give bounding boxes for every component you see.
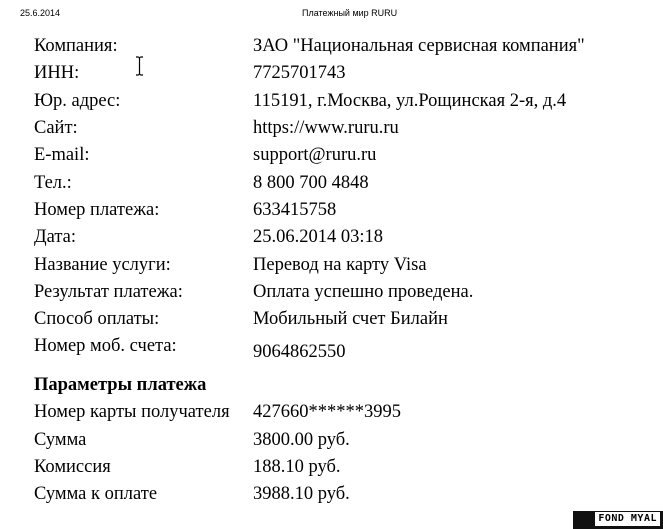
- header-title: Платежный мир RURU: [302, 8, 398, 18]
- text-cursor-icon: [135, 56, 144, 76]
- row-value: 115191, г.Москва, ул.Рощинская 2-я, д.4: [253, 91, 567, 111]
- row-value: ЗАО "Национальная сервисная компания": [253, 36, 585, 56]
- row-label: Юр. адрес:: [34, 91, 121, 111]
- row-value: https://www.ruru.ru: [253, 118, 399, 138]
- row-value: 25.06.2014 03:18: [253, 227, 384, 247]
- row-label: Результат платежа:: [34, 282, 183, 302]
- section-heading-payment-params: Параметры платежа: [34, 375, 207, 395]
- row-label: Сайт:: [34, 118, 78, 138]
- row-value: 3800.00 руб.: [253, 430, 350, 450]
- row-value: 427660******3995: [253, 402, 401, 422]
- header-date: 25.6.2014: [20, 8, 61, 18]
- row-value: 9064862550: [253, 342, 346, 362]
- row-label: Сумма к оплате: [34, 484, 158, 504]
- row-value: support@ruru.ru: [253, 145, 377, 165]
- row-label: Название услуги:: [34, 255, 171, 275]
- row-label: Номер моб. счета:: [34, 336, 177, 356]
- row-label: Компания:: [34, 36, 118, 56]
- row-label: Номер платежа:: [34, 200, 160, 220]
- row-value: Перевод на карту Visa: [253, 255, 427, 275]
- row-label: Способ оплаты:: [34, 309, 160, 329]
- row-label: Дата:: [34, 227, 77, 247]
- row-value: 7725701743: [253, 63, 346, 83]
- row-label: Сумма: [34, 430, 87, 450]
- row-value: 188.10 руб.: [253, 457, 341, 477]
- row-label: Тел.:: [34, 173, 72, 193]
- row-value: 8 800 700 4848: [253, 173, 369, 193]
- row-value: Мобильный счет Билайн: [253, 309, 448, 329]
- row-value: 3988.10 руб.: [253, 484, 350, 504]
- row-label: ИНН:: [34, 63, 80, 83]
- row-value: 633415758: [253, 200, 337, 220]
- watermark-text: FOND MYAL: [595, 512, 660, 526]
- row-value: Оплата успешно проведена.: [253, 282, 474, 302]
- row-label: Комиссия: [34, 457, 111, 477]
- row-label: Номер карты получателя: [34, 402, 230, 422]
- row-label: E-mail:: [34, 145, 90, 165]
